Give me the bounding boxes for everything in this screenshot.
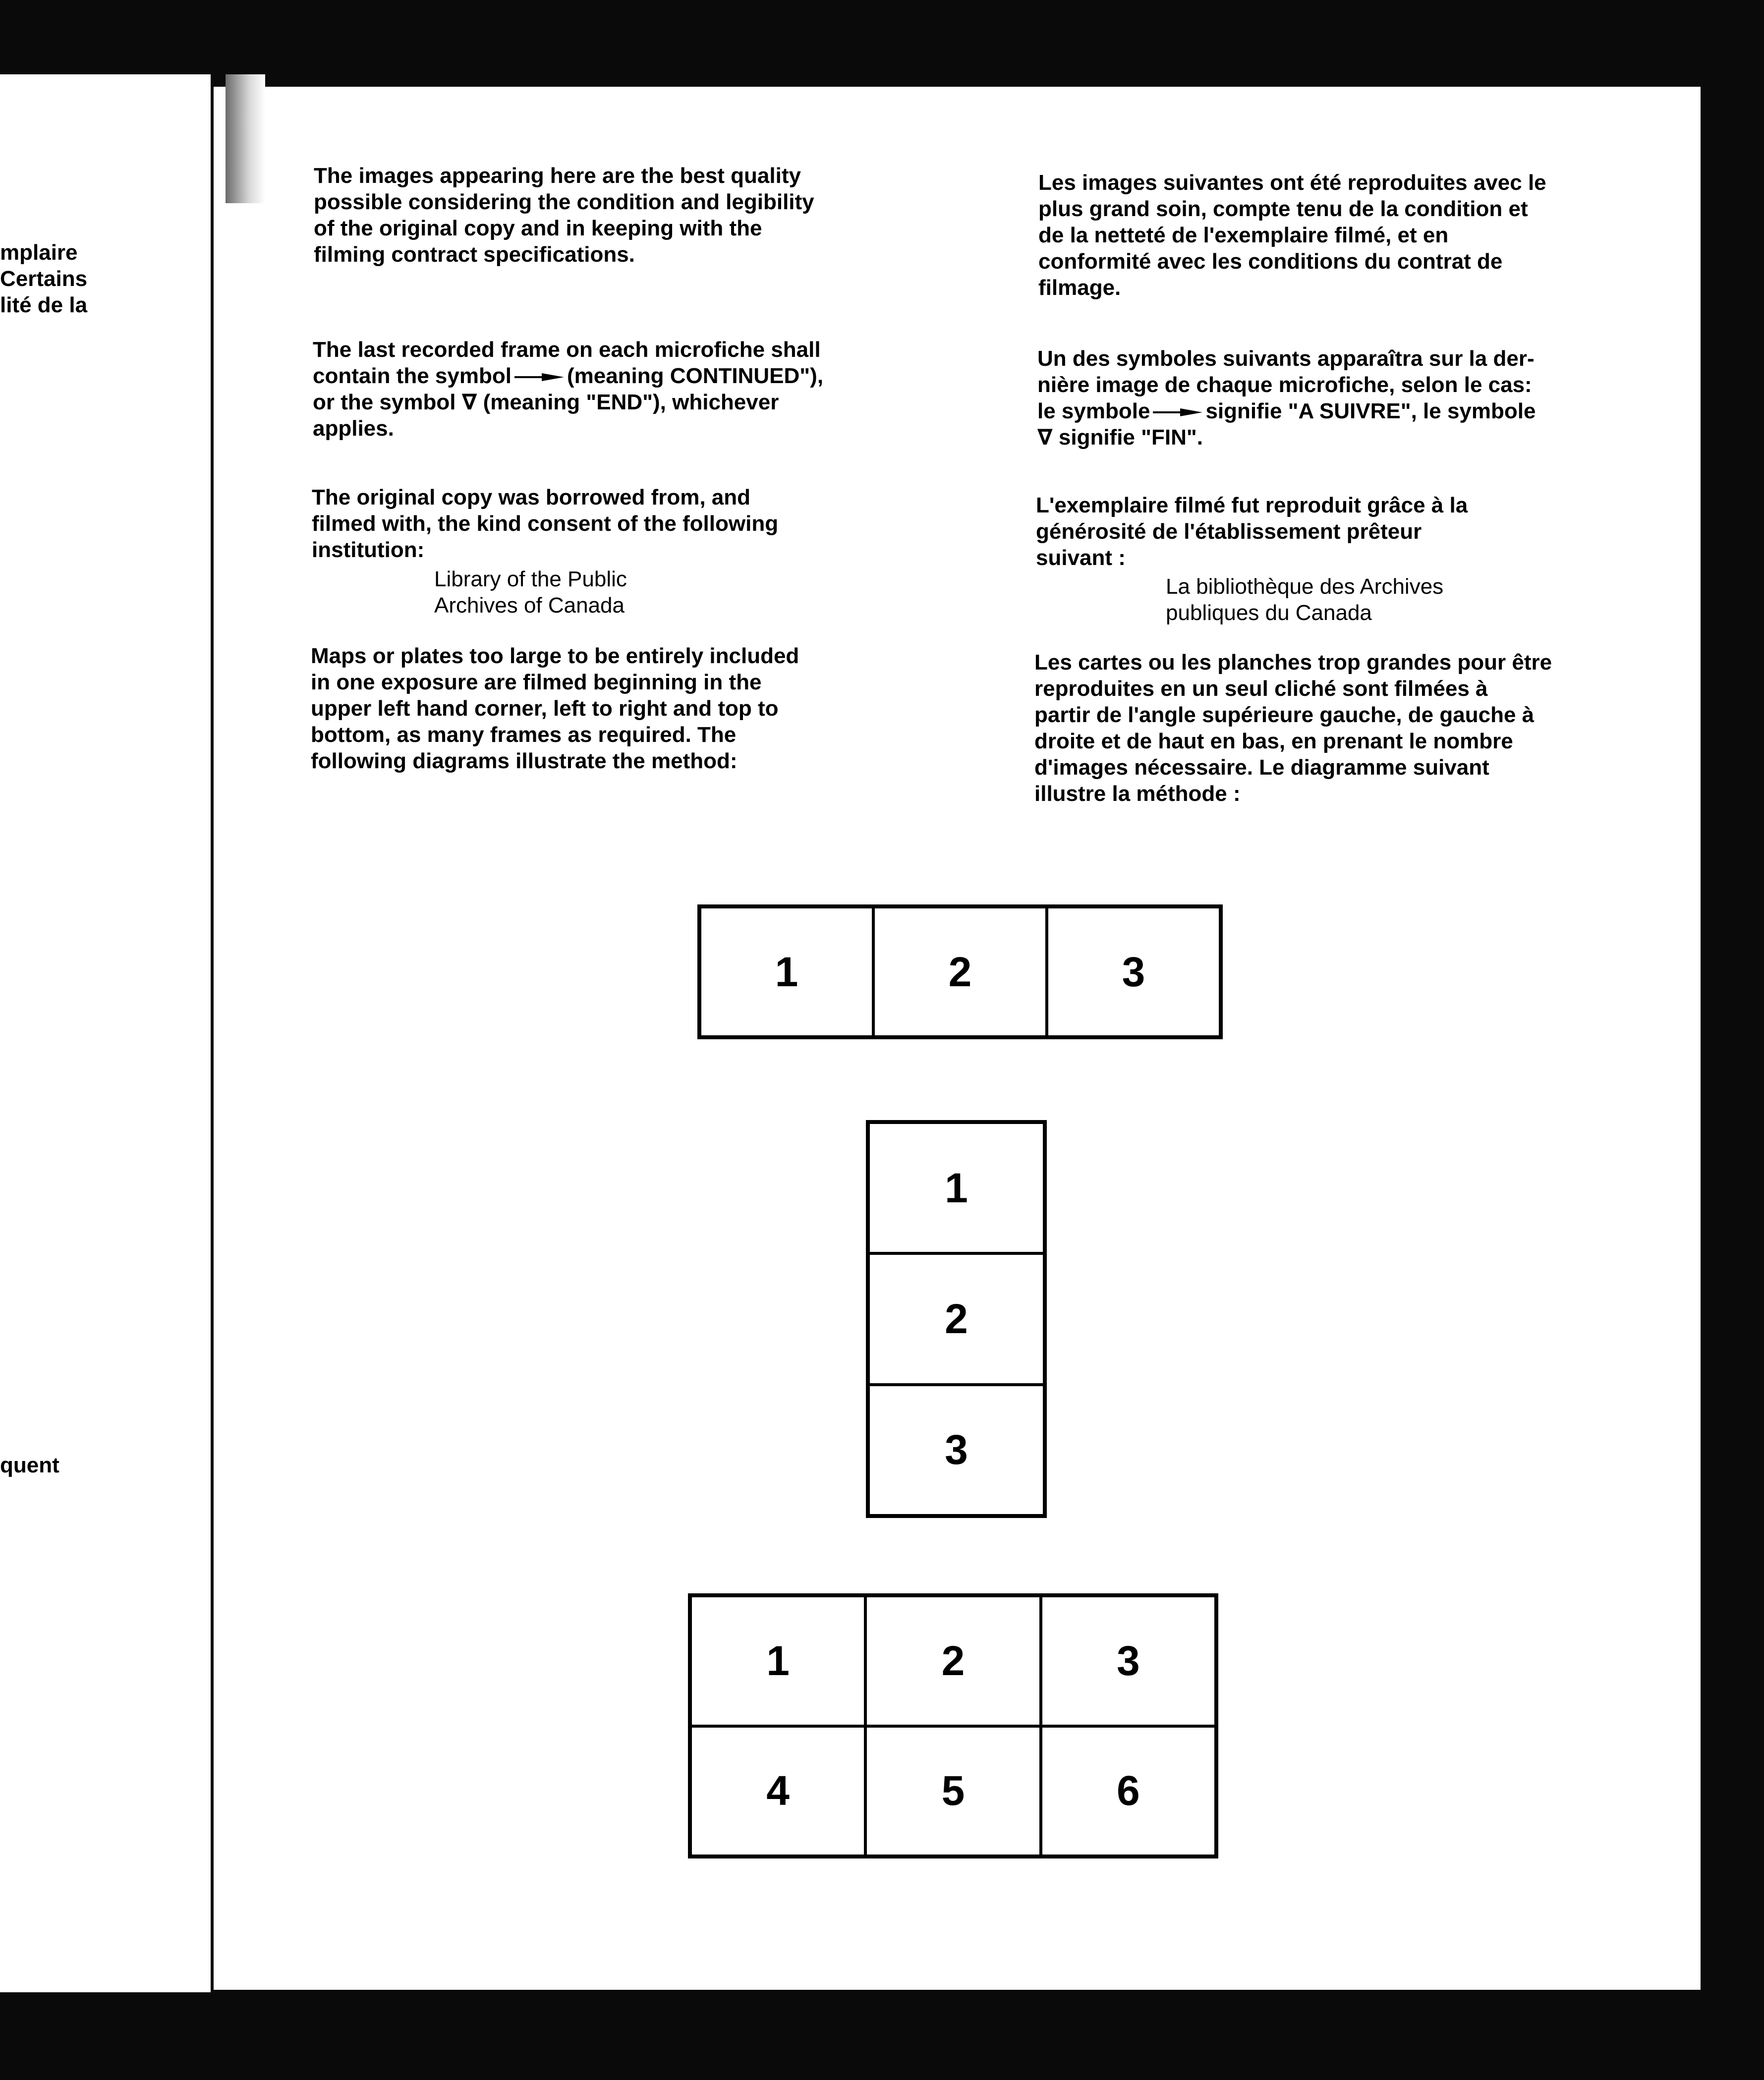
french-para4-line: droite et de haut en bas, en prenant le nombre [1034, 729, 1513, 753]
diagram-cell: 1 [700, 907, 873, 1037]
diagram-cell: 6 [1041, 1726, 1216, 1856]
diagram-cell: 1 [690, 1596, 865, 1726]
french-para2-line [1037, 398, 1536, 424]
french-para1-line: conformité avec les conditions du contrat de [1038, 249, 1503, 274]
left-fragment-line: lité de la [0, 293, 88, 317]
left-page-fragment [0, 74, 211, 1992]
french-para2-line: ∇ signifie "FIN". [1037, 425, 1203, 450]
diagram-horizontal [697, 904, 1223, 1039]
french-para1-line: Les images suivantes ont été reproduites avec le [1038, 170, 1546, 195]
french-para4-line: partir de l'angle supérieure gauche, de gauche à [1034, 703, 1535, 727]
english-para1-line: of the original copy and in keeping with the [314, 216, 762, 240]
diagram-cell: 1 [868, 1123, 1044, 1253]
english-para3-line: filmed with, the kind consent of the following [312, 511, 779, 536]
diagram-cell: 3 [868, 1385, 1044, 1516]
french-para2-line: Un des symboles suivants apparaîtra sur la der- [1037, 346, 1535, 371]
diagram-cell: 3 [1047, 907, 1220, 1037]
french-para4-line: reproduites en un seul cliché sont filmées à [1034, 676, 1488, 701]
french-para1-line: de la netteté de l'exemplaire filmé, et en [1038, 223, 1449, 247]
english-institution-line: Library of the Public [434, 567, 627, 591]
diagram-cell: 2 [865, 1596, 1040, 1726]
english-para2-line: The last recorded frame on each microfiche shall [313, 337, 821, 362]
continued-arrow-icon [1153, 407, 1202, 417]
french-institution-line: La bibliothèque des Archives [1166, 574, 1444, 599]
french-para3-line: L'exemplaire filmé fut reproduit grâce à la [1036, 493, 1468, 517]
french-para2-text: signifie "A SUIVRE", le symbole [1205, 399, 1536, 423]
english-para2-line: applies. [313, 416, 394, 441]
diagram-cell: 5 [865, 1726, 1040, 1856]
diagram-cell: 4 [690, 1726, 865, 1856]
english-para4-line: upper left hand corner, left to right and top to [311, 696, 779, 721]
continued-arrow-icon [514, 372, 564, 382]
english-para4-line: Maps or plates too large to be entirely included [311, 644, 799, 668]
english-para4-line: bottom, as many frames as required. The [311, 723, 737, 747]
left-fragment-line: mplaire [0, 240, 78, 265]
french-para2-text: le symbole [1037, 399, 1150, 423]
french-para3-line: générosité de l'établissement prêteur [1036, 519, 1422, 544]
english-para4-line: following diagrams illustrate the method: [311, 749, 738, 773]
diagram-grid [688, 1593, 1218, 1858]
french-para4-line: d'images nécessaire. Le diagramme suivant [1034, 755, 1489, 780]
diagram-vertical [866, 1120, 1047, 1518]
french-para4-line: Les cartes ou les planches trop grandes pour être [1034, 650, 1552, 675]
diagram-cell: 3 [1041, 1596, 1216, 1726]
film-border [0, 1992, 1764, 2080]
english-para1-line: filming contract specifications. [314, 242, 635, 267]
french-para1-line: plus grand soin, compte tenu de la condition et [1038, 197, 1528, 221]
english-para3-line: The original copy was borrowed from, and [312, 485, 751, 509]
binding-shadow [226, 74, 265, 203]
french-para1-line: filmage. [1038, 276, 1121, 300]
left-fragment-line: Certains [0, 267, 88, 291]
english-para1-line: The images appearing here are the best quality [314, 164, 801, 188]
french-para4-line: illustre la méthode : [1034, 782, 1241, 806]
french-para2-line: nière image de chaque microfiche, selon le cas: [1037, 373, 1532, 397]
diagram-cell: 2 [868, 1253, 1044, 1384]
diagram-cell: 2 [873, 907, 1047, 1037]
english-para1-line: possible considering the condition and legibility [314, 190, 814, 214]
french-institution-line: publiques du Canada [1166, 601, 1372, 625]
left-fragment-line: quent [0, 1453, 59, 1477]
english-institution-line: Archives of Canada [434, 593, 625, 618]
english-para2-text: (meaning CONTINUED"), [567, 364, 824, 388]
french-para3-line: suivant : [1036, 546, 1126, 570]
english-para2-text: contain the symbol [313, 364, 512, 388]
english-para2-line [313, 363, 823, 389]
english-para2-line: or the symbol ∇ (meaning "END"), whichever [313, 390, 779, 414]
english-para3-line: institution: [312, 538, 425, 562]
english-para4-line: in one exposure are filmed beginning in the [311, 670, 762, 694]
